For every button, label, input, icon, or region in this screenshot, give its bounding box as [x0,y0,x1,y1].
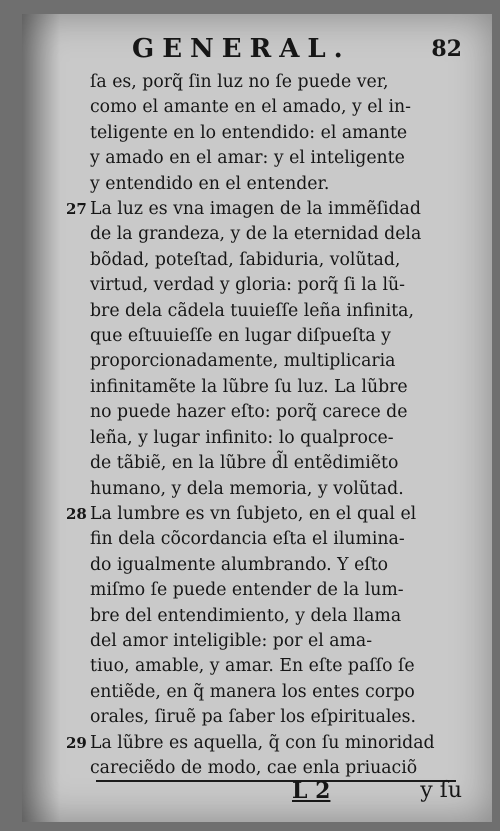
text-line [66,731,466,756]
book-page [22,14,492,822]
line-text: La lumbre es vn ſubjeto, en el qual el [90,503,417,524]
text-line [66,95,466,120]
text-line [66,680,466,705]
line-text: que eſtuuieſſe en lugar diſpueſta y [90,326,391,347]
line-text: bre dela cãdela tuuieſſe leña infinita, [90,300,414,321]
line-text: do igualmente alumbrando. Y eſto [90,554,389,575]
paragraph-number: 28 [66,504,87,523]
line-text: ſa es, porq̃ ſin luz no ſe puede ver, [90,72,389,92]
text-line [66,146,466,171]
line-text: del amor inteligible: por el ama- [90,630,373,651]
text-line [66,222,466,247]
folio-number: 82 [431,36,462,62]
text-line [66,248,466,273]
page-header [132,34,462,70]
text-line [66,705,466,730]
text-line [66,553,466,578]
line-text: orales, ſiruẽ pa ſaber los eſpirituales. [90,707,416,728]
line-text: bre del entendimiento, y dela llama [90,605,402,626]
signature-mark: L 2 [292,778,331,804]
line-text: de la grandeza, y de la eternidad dela [90,224,422,245]
body-text [66,70,466,781]
line-text: miſmo ſe puede entender de la lum- [90,580,404,601]
text-line [66,273,466,298]
page-footer [292,778,462,808]
line-text: y amado en el amar: y el inteligente [90,148,405,169]
text-line [66,527,466,552]
text-line [66,70,466,95]
line-text: La luz es vna imagen de la immẽſidad [90,199,421,220]
text-line [66,299,466,324]
text-line [66,604,466,629]
text-line [66,654,466,679]
line-text: humano, y dela memoria, y volũtad. [90,478,404,499]
running-title: GENERAL. [132,34,351,64]
line-text: como el amante en el amado, y el in- [90,97,411,118]
line-text: infinitamẽte la lũbre ſu luz. La lũbre [90,376,408,397]
catchword: y ſu [420,778,462,803]
line-text: proporcionadamente, multiplicaria [90,351,396,372]
text-line [66,349,466,374]
line-text: y entendido en el entender. [90,173,330,194]
text-line [66,121,466,146]
text-line [66,502,466,527]
line-text: virtud, verdad y gloria: porq̃ ſi la lũ- [90,275,406,296]
line-text: bõdad, poteſtad, ſabiduria, volũtad, [90,249,401,270]
text-line [66,451,466,476]
text-line [66,426,466,451]
line-text: de tãbiẽ, en la lũbre d̃l entẽdimiẽto [90,453,399,474]
paragraph-number: 29 [66,733,87,752]
text-line [66,375,466,400]
text-line [66,578,466,603]
text-line [66,400,466,425]
line-text: tiuo, amable, y amar. En eſte paſſo ſe [90,656,415,677]
line-text: no puede hazer eſto: porq̃ carece de [90,402,408,423]
line-text: fin dela cõcordancia eſta el ilumina- [90,529,405,550]
paragraph-number: 27 [66,200,87,219]
text-line [66,324,466,349]
line-text: careciẽdo de modo, cae enla priuaciõ [90,757,418,778]
text-line [66,197,466,222]
line-text: teligente en lo entendido: el amante [90,122,408,143]
text-line [66,477,466,502]
line-text: leña, y lugar infinito: lo qualproce- [90,427,394,448]
text-line [66,172,466,197]
text-line [66,629,466,654]
line-text: La lũbre es aquella, q̃ con ſu minoridad [90,732,435,753]
line-text: entiẽde, en q̃ manera los entes corpo [90,681,415,702]
